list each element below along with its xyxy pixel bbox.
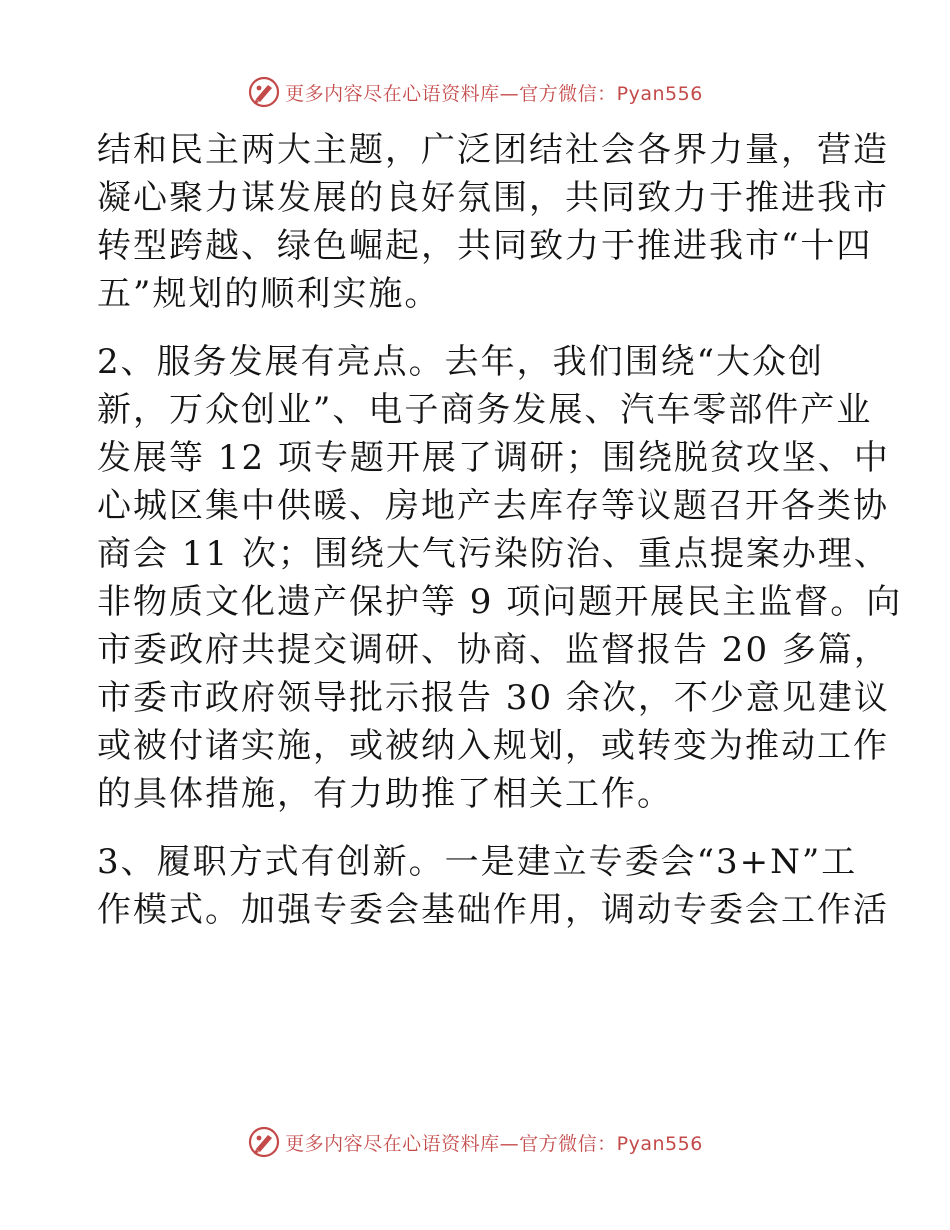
text-line: 市委政府共提交调研、协商、监督报告 20 多篇， bbox=[97, 630, 890, 670]
header-watermark-banner bbox=[0, 72, 950, 112]
paragraph-1 bbox=[97, 126, 889, 318]
banner-text: 更多内容尽在心语资料库—官方微信：Pyan556 bbox=[285, 1132, 703, 1155]
footer-watermark-banner bbox=[0, 1122, 950, 1162]
text-line: 或被付诸实施，或被纳入规划，或转变为推动工作 bbox=[97, 726, 889, 766]
text-line: 3、履职方式有创新。一是建立专委会“3+N”工 bbox=[97, 842, 858, 882]
text-line: 市委市政府领导批示报告 30 余次，不少意见建议 bbox=[97, 678, 890, 718]
paragraph-3 bbox=[97, 838, 889, 934]
text-line: 的具体措施，有力助推了相关工作。 bbox=[97, 774, 673, 814]
text-line: 作模式。加强专委会基础作用，调动专委会工作活 bbox=[97, 890, 889, 930]
pen-logo-icon bbox=[247, 75, 281, 109]
text-line: 凝心聚力谋发展的良好氛围，共同致力于推进我市 bbox=[97, 178, 889, 218]
text-line: 结和民主两大主题，广泛团结社会各界力量，营造 bbox=[97, 130, 889, 170]
text-line: 商会 11 次；围绕大气污染防治、重点提案办理、 bbox=[97, 534, 890, 574]
text-line: 转型跨越、绿色崛起，共同致力于推进我市“十四 bbox=[97, 226, 873, 266]
paragraph-2 bbox=[97, 338, 903, 818]
pen-logo-icon bbox=[247, 1125, 281, 1159]
text-line: 2、服务发展有亮点。去年，我们围绕“大众创 bbox=[97, 342, 825, 382]
document-body bbox=[97, 126, 903, 934]
text-line: 发展等 12 项专题开展了调研；围绕脱贫攻坚、中 bbox=[97, 438, 890, 478]
text-line: 心城区集中供暖、房地产去库存等议题召开各类协 bbox=[97, 486, 889, 526]
text-line: 新，万众创业”、电子商务发展、汽车零部件产业 bbox=[97, 390, 873, 430]
text-line: 非物质文化遗产保护等 9 项问题开展民主监督。向 bbox=[97, 582, 903, 622]
banner-text: 更多内容尽在心语资料库—官方微信：Pyan556 bbox=[285, 82, 703, 105]
text-line: 五”规划的顺利实施。 bbox=[97, 274, 441, 314]
